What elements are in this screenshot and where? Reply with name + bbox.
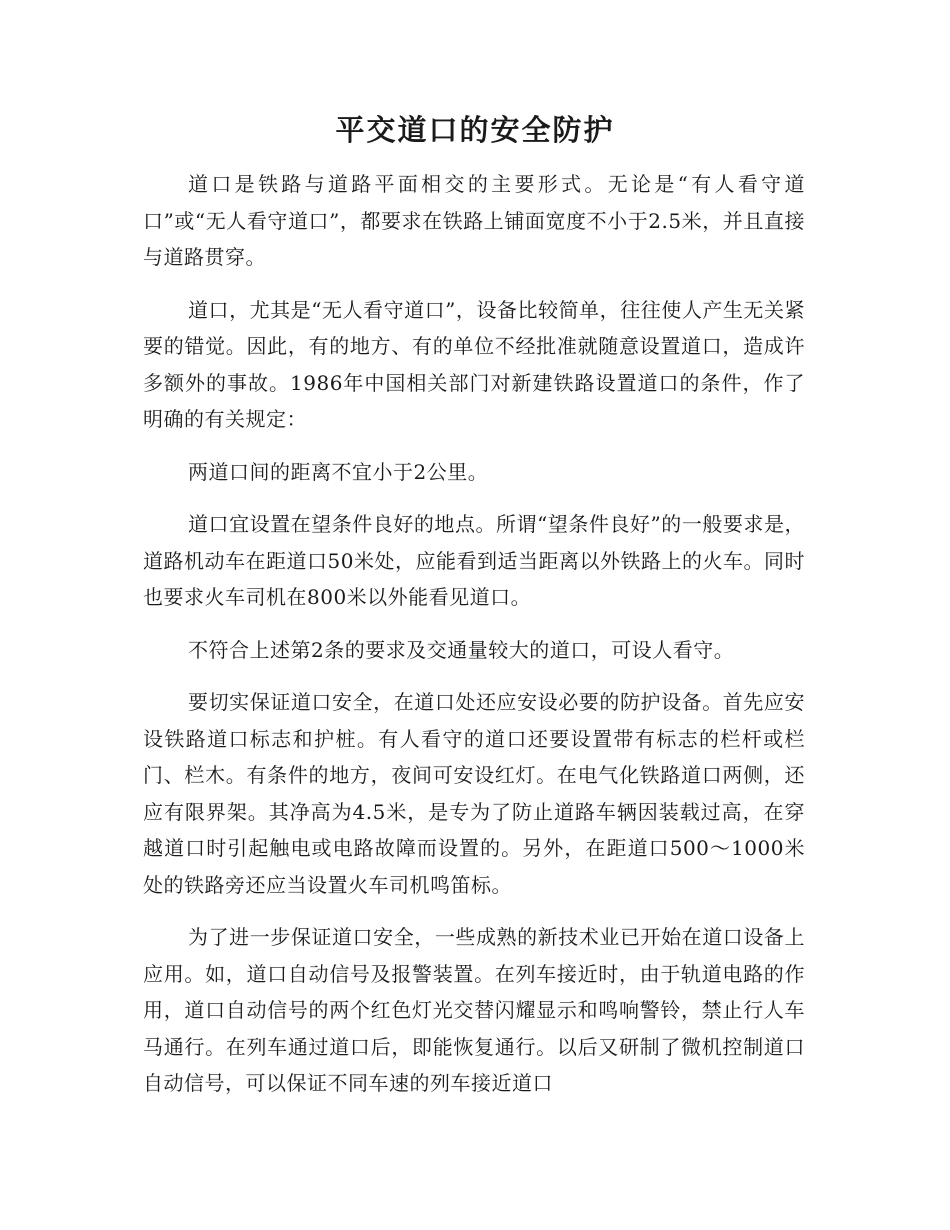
paragraph-1: 道口是铁路与道路平面相交的主要形式。无论是“有人看守道口”或“无人看守道口”，都要求在铁路上铺面宽度不小于2.5米，并且直接与道路贯穿。 — [143, 172, 805, 269]
paragraph-3: 两道口间的距离不宜小于2公里。 — [188, 459, 489, 484]
paragraph-2: 道口，尤其是“无人看守道口”，设备比较简单，往往使人产生无关紧要的错觉。因此，有的地方、有的单位不经批准就随意设置道口，造成许多额外的事故。1986年中国相关部门对新建铁路设置道口的条件，作了明确的有关规定： — [143, 297, 805, 431]
paragraph-5: 不符合上述第2条的要求及交通量较大的道口，可设人看守。 — [188, 637, 735, 662]
document-body — [143, 166, 805, 1118]
paragraph-7: 为了进一步保证道口安全，一些成熟的新技术业已开始在道口设备上应用。如，道口自动信号及报警装置。在列车接近时，由于轨道电路的作用，道口自动信号的两个红色灯光交替闪耀显示和鸣响警铃，禁止行人车马通行。在列车通过道口后，即能恢复通行。以后又研制了微机控制道口自动信号，可以保证不同车速的列车接近道口 — [143, 925, 805, 1095]
document-title: 平交道口的安全防护 — [335, 113, 615, 147]
paragraph-6: 要切实保证道口安全，在道口处还应安设必要的防护设备。首先应安设铁路道口标志和护桩。有人看守的道口还要设置带有标志的栏杆或栏门、栏木。有条件的地方，夜间可安设红灯。在电气化铁路道口两侧，还应有限界架。其净高为4.5米，是专为了防止道路车辆因装载过高，在穿越道口时引起触电或电路故障而设置的。另外，在距道口500～1000米处的铁路旁还应当设置火车司机鸣笛标。 — [143, 690, 805, 897]
paragraph-4: 道口宜设置在望条件良好的地点。所谓“望条件良好”的一般要求是，道路机动车在距道口50米处，应能看到适当距离以外铁路上的火车。同时也要求火车司机在800米以外能看见道口。 — [143, 512, 805, 609]
